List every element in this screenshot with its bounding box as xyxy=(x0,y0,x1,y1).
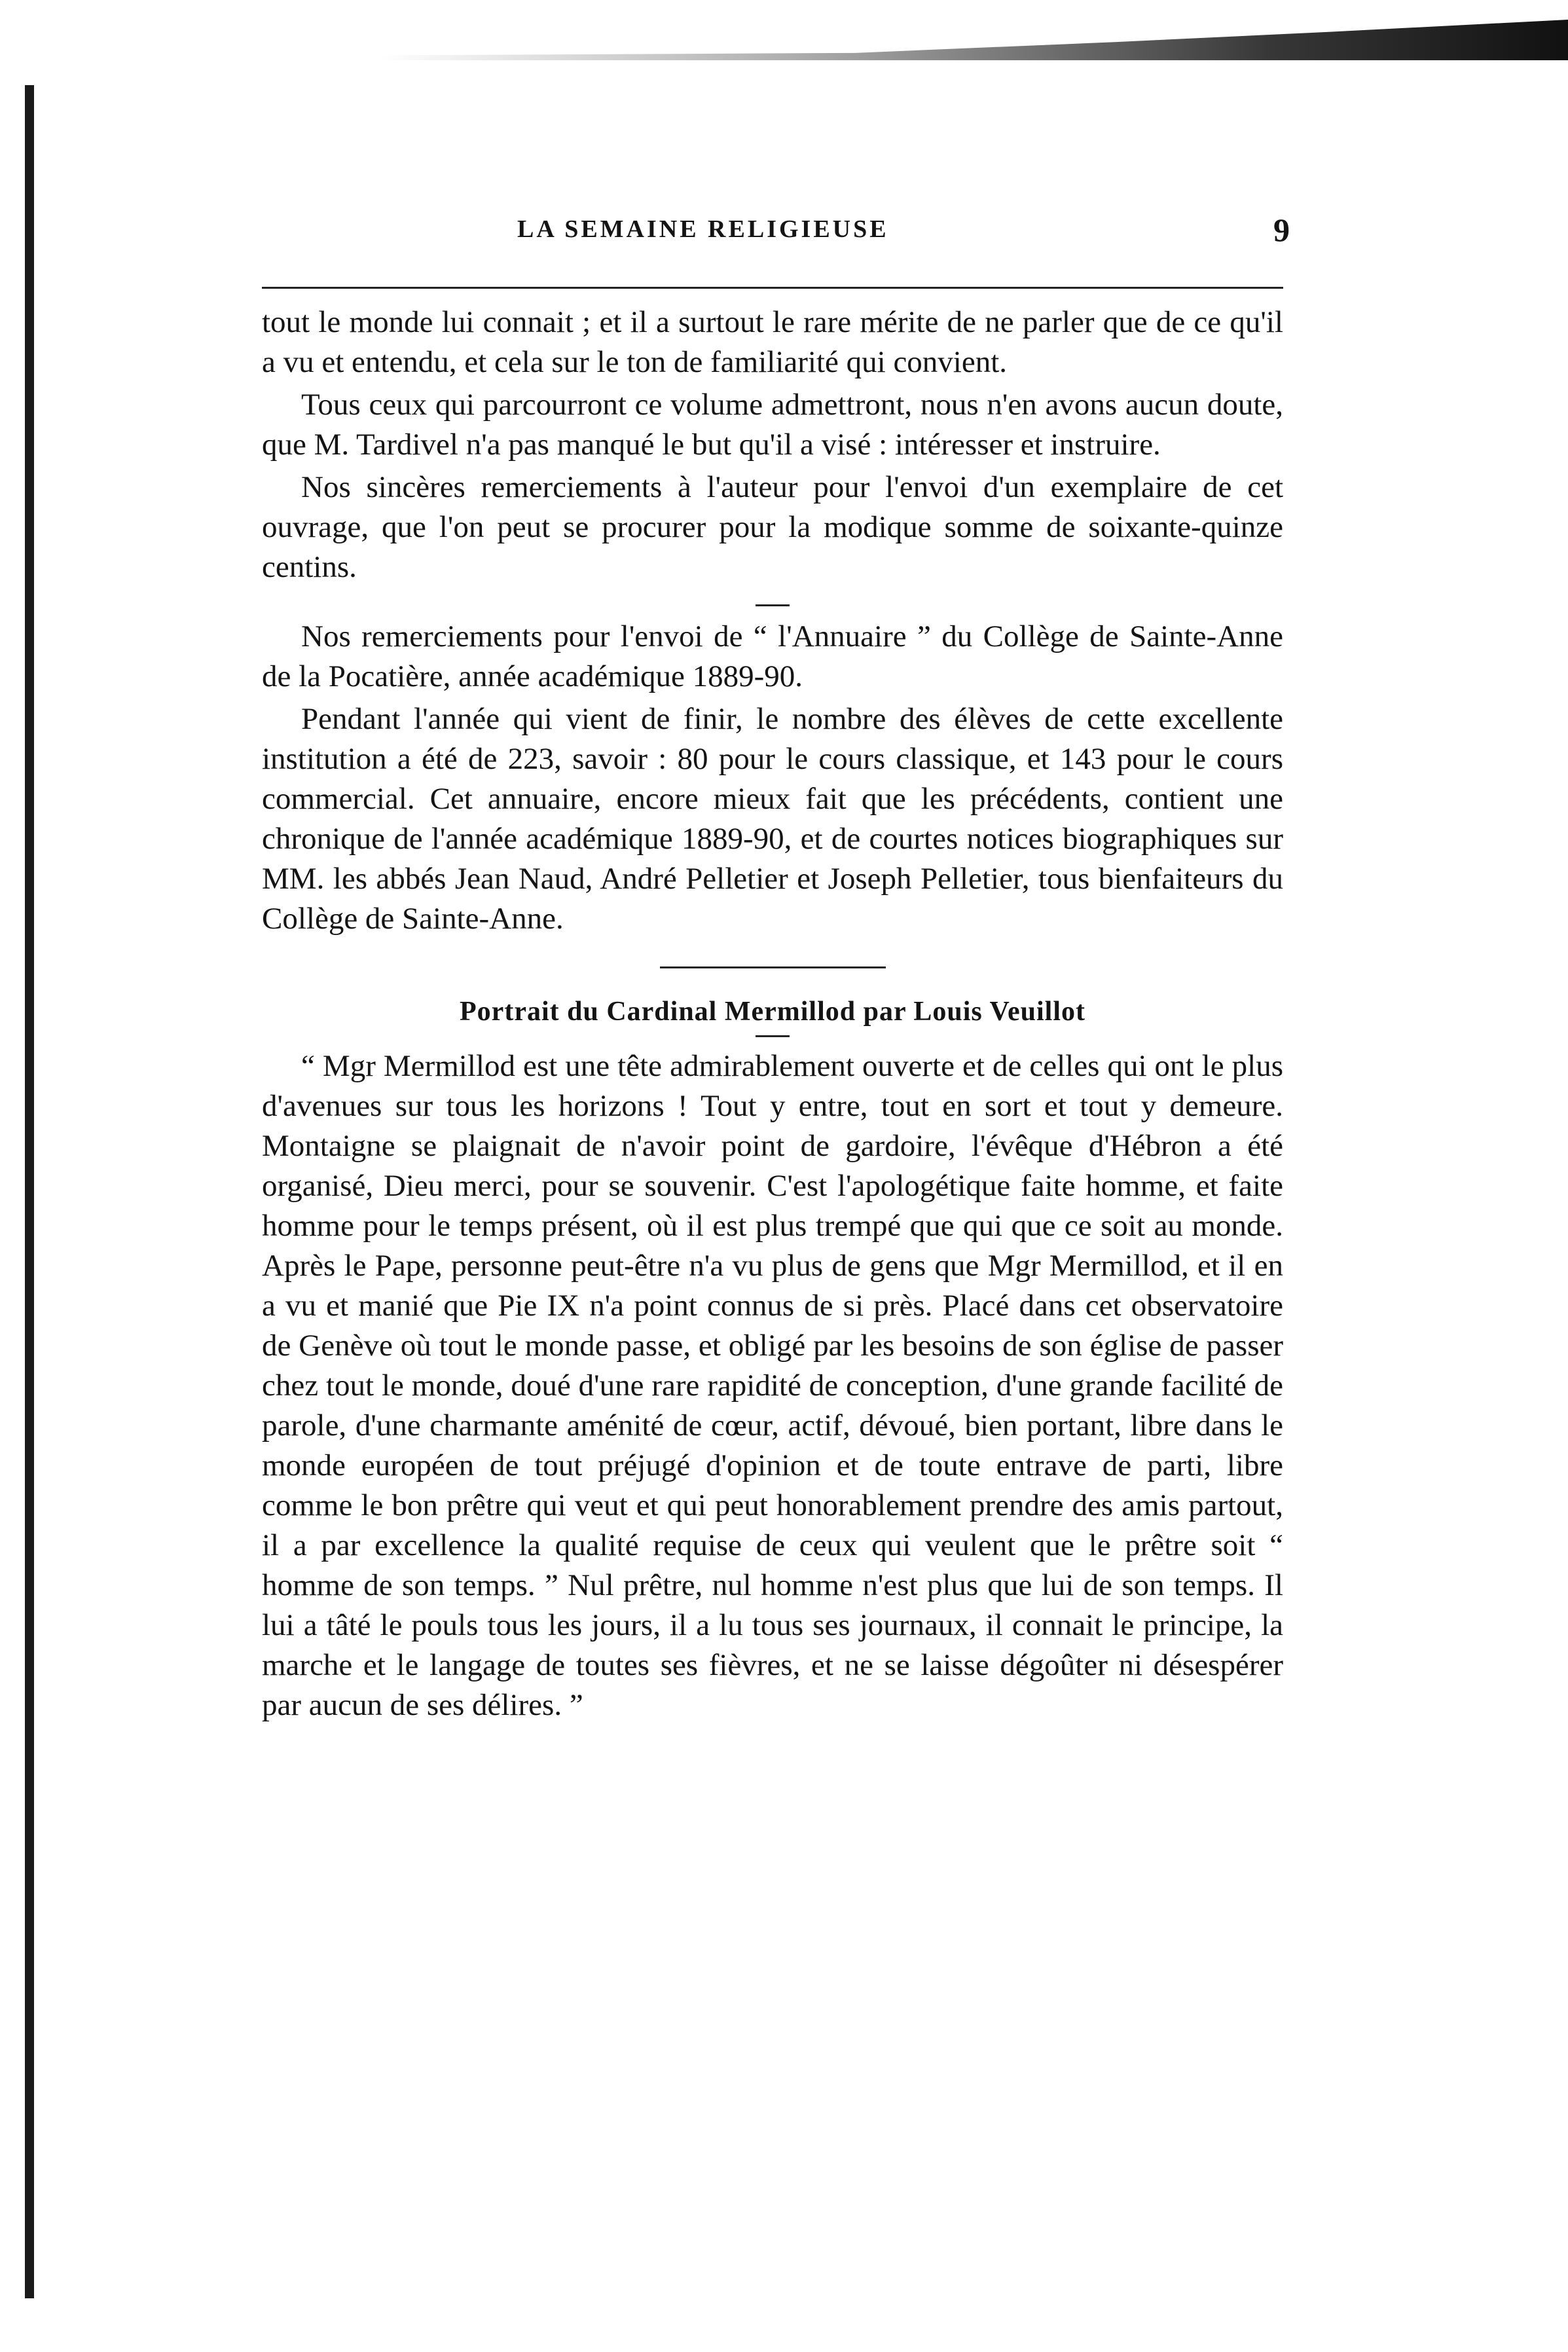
paragraph-thanks: Nos sincères remerciements à l'auteur pour l'envoi d'un exemplaire de cet ouvrage, que l'on peut se procurer pour la modique somme de soixante-quinze centins. xyxy=(262,470,1283,584)
page-number: 9 xyxy=(1273,211,1290,248)
header-rule xyxy=(262,287,1283,289)
paragraph-annuaire: Nos remerciements pour l'envoi de “ l'Annuaire ” du Collège de Sainte-Anne de la Pocatière, année académique 1889-90. xyxy=(262,619,1283,693)
title-short-rule xyxy=(756,1035,790,1037)
short-rule-divider xyxy=(756,604,790,606)
quote-paragraph: “ Mgr Mermillod est une tête admirablement ouverte et de celles qui ont le plus d'avenues sur tous les horizons ! Tout y entre, tout en sort et tout y demeure. Montaigne se plaignait de n'avoir point de gardoire, l'évêque d'Hébron a été organisé, Dieu merci, pour se souvenir. C'est l'apologétique faite homme, et faite homme pour le temps présent, où il est plus trempé que qui que ce soit au monde. Après le Pape, personne peut-être n'a vu plus de gens que Mgr Mermillod, et il en a vu et manié que Pie IX n'a point connus de si près. Placé dans cet observatoire de Genève où tout le monde passe, et obligé par les besoins de son église de passer chez tout le monde, doué d'une rare rapidité de conception, d'une grande facilité de parole, d'une charmante aménité de cœur, actif, dévoué, bien portant, libre dans le monde européen de tout préjugé d'opinion et de toute entrave de parti, libre comme le bon prêtre qui veut et qui peut honorablement prendre des amis partout, il a par excellence la qualité requise de ceux qui veulent que le prêtre soit “ homme de son temps. ” Nul prêtre, nul homme n'est plus que lui de son temps. Il lui a tâté le pouls tous les jours, il a lu tous ses journaux, il connait le principe, la marche et le langage de toutes ses fièvres, et ne se laisse dégoûter ni désespérer par aucun de ses délires. ” xyxy=(262,1049,1283,1722)
paragraph-tardivel: Tous ceux qui parcourront ce volume admettront, nous n'en avons aucun doute, que M. Tardivel n'a pas manqué le but qu'il a visé : intéresser et instruire. xyxy=(262,388,1283,462)
running-title: LA SEMAINE RELIGIEUSE xyxy=(517,215,889,243)
paragraph-continued: tout le monde lui connait ; et il a surtout le rare mérite de ne parler que de ce qu'il a vu et entendu, et cela sur le ton de familiarité qui convient. xyxy=(262,305,1283,379)
scan-edge-left xyxy=(25,85,34,2298)
paragraph-college: Pendant l'année qui vient de finir, le nombre des élèves de cette excellente institution a été de 223, savoir : 80 pour le cours classique, et 143 pour le cours commercial. Cet annuaire, encore mieux fait que les précédents, contient une chronique de l'année académique 1889-90, et de courtes notices biographiques sur MM. les abbés Jean Naud, André Pelletier et Joseph Pelletier, tous bienfaiteurs du Collège de Sainte-Anne. xyxy=(262,702,1283,936)
scan-edge-top xyxy=(380,20,1568,60)
running-head xyxy=(517,211,1290,261)
section-rule xyxy=(660,966,886,968)
section-title: Portrait du Cardinal Mermillod par Louis Veuillot xyxy=(460,997,1085,1027)
text-column xyxy=(262,303,1283,1725)
